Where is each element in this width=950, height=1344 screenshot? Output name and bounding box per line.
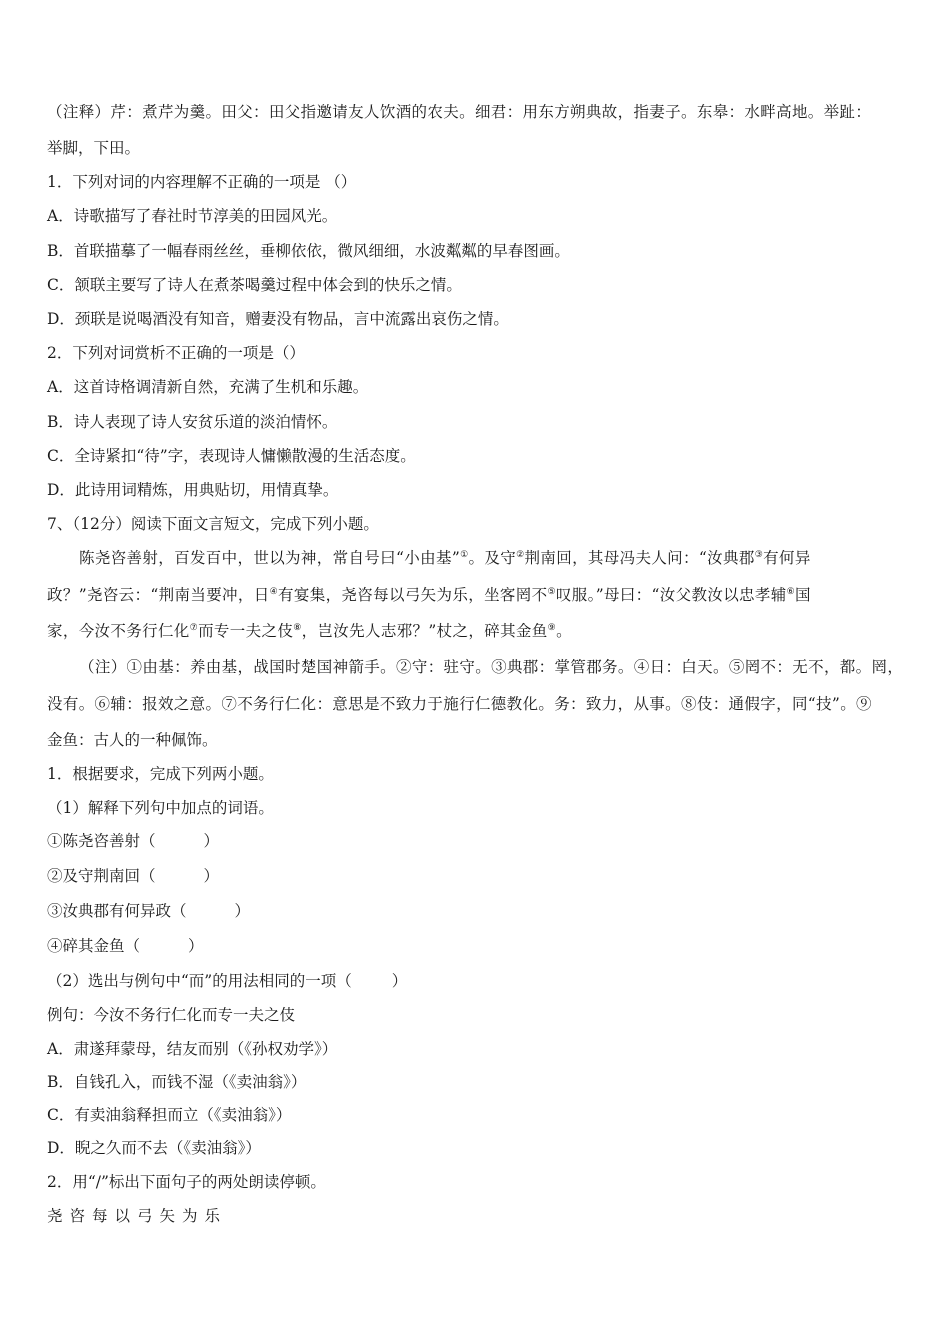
choice-a: A．肃遂拜蒙母，结友而别（《孙权劝学》） [47, 1040, 338, 1058]
close-paren: ） [234, 902, 251, 920]
footnote-mark: ⑤ [547, 587, 556, 597]
passage-text: 有宴集，尧咨每以弓矢为乐，坐客罔不 [278, 586, 548, 604]
passage-line-1 [79, 547, 949, 569]
passage-line-3 [47, 620, 917, 642]
question-2-option-d: D．此诗用词精炼，用典贴切，用情真挚。 [47, 481, 339, 499]
question-7-heading: 7、（12分）阅读下面文言短文，完成下列小题。 [47, 515, 379, 533]
pause-sentence: 尧咨每以弓矢为乐 [47, 1207, 228, 1225]
subquestion-2: 2．用“/”标出下面句子的两处朗读停顿。 [47, 1173, 326, 1191]
annotation-line-2: 举脚，下田。 [47, 139, 141, 157]
example-sentence: 例句：今汝不务行仁化而专一夫之伎 [47, 1006, 296, 1024]
word-item-3 [47, 900, 917, 922]
passage-text: 家，今汝不务行仁化 [47, 622, 190, 640]
footnote-mark: ⑧ [293, 623, 302, 633]
subquestion-1-part-1: （1）解释下列句中加点的词语。 [47, 799, 274, 817]
part-2-text: （2）选出与例句中“而”的用法相同的一项（ [47, 972, 352, 990]
passage-line-2 [47, 584, 917, 606]
close-paren: ） [391, 972, 408, 990]
annotation-line-1: （注释）芹：煮芹为羹。田父：田父指邀请友人饮酒的农夫。细君：用东方朔典故，指妻子。东皋：水畔高地。举趾： [47, 103, 872, 121]
passage-text: 国 [795, 586, 811, 604]
question-1-option-c: C．颔联主要写了诗人在煮茶喝羹过程中体会到的快乐之情。 [47, 276, 462, 294]
choice-c: C．有卖油翁释担而立（《卖油翁》） [47, 1106, 292, 1124]
subquestion-1-part-2 [47, 970, 917, 992]
question-2-option-a: A．这首诗格调清新自然，充满了生机和乐趣。 [47, 378, 369, 396]
passage-text: 。 [556, 622, 572, 640]
word-item-text: ①陈尧咨善射（ [47, 832, 156, 850]
passage-text: 叹服。”母曰：“汝父教汝以忠孝辅 [555, 586, 787, 604]
word-item-2 [47, 865, 917, 887]
question-1-option-d: D．颈联是说喝酒没有知音，赠妻没有物品，言中流露出哀伤之情。 [47, 310, 509, 328]
word-item-text: ③汝典郡有何异政（ [47, 902, 187, 920]
passage-text: 。及守 [468, 549, 517, 567]
footnote-mark: ① [460, 550, 469, 560]
note-line-2: 没有。⑥辅：报效之意。⑦不务行仁化：意思是不致力于施行仁德教化。务：致力，从事。⑧伎：通假字，同“技”。⑨ [47, 695, 872, 713]
footnote-mark: ⑨ [547, 623, 557, 633]
question-2: 2．下列对词赏析不正确的一项是（） [47, 344, 305, 362]
footnote-mark: ⑦ [189, 623, 199, 633]
close-paren: ） [188, 937, 204, 955]
choice-b: B．自钱孔入，而钱不湿（《卖油翁》） [47, 1073, 307, 1091]
subquestion-1: 1．根据要求，完成下列两小题。 [47, 765, 274, 783]
passage-text: 而专一夫之伎 [198, 622, 294, 640]
word-item-text: ②及守荆南回（ [47, 867, 156, 885]
question-2-option-c: C．全诗紧扣“待”字，表现诗人慵懒散漫的生活态度。 [47, 447, 416, 465]
word-item-4 [47, 935, 917, 957]
note-line-1: （注）①由基：养由基，战国时楚国神箭手。②守：驻守。③典郡：掌管郡务。④日：白天。⑤罔不：无不，都。罔， [79, 658, 904, 676]
word-item-text: ④碎其金鱼（ [47, 937, 141, 955]
passage-text: 陈尧咨善射，百发百中，世以为神，常自号曰“小由基” [79, 549, 461, 567]
passage-text: ，岂汝先人志邪？”杖之，碎其金鱼 [301, 622, 548, 640]
passage-text: 荆南回，其母冯夫人问：“汝典郡 [524, 549, 755, 567]
passage-text: 有何异 [763, 549, 811, 567]
footnote-mark: ④ [269, 587, 279, 597]
question-1-option-b: B．首联描摹了一幅春雨丝丝，垂柳依依，微风细细，水波粼粼的早春图画。 [47, 242, 570, 260]
choice-d: D．睨之久而不去（《卖油翁》） [47, 1139, 261, 1157]
footnote-mark: ③ [754, 550, 764, 560]
question-2-option-b: B．诗人表现了诗人安贫乐道的淡泊情怀。 [47, 413, 338, 431]
footnote-mark: ② [516, 550, 525, 560]
question-1: 1．下列对词的内容理解不正确的一项是 （） [47, 173, 357, 191]
footnote-mark: ⑥ [786, 587, 796, 597]
word-item-1 [47, 830, 917, 852]
passage-text: 政？”尧咨云：“荆南当要冲，日 [47, 586, 270, 604]
close-paren: ） [203, 867, 220, 885]
close-paren: ） [203, 832, 220, 850]
note-line-3: 金鱼：古人的一种佩饰。 [47, 731, 218, 749]
question-1-option-a: A．诗歌描写了春社时节淳美的田园风光。 [47, 207, 338, 225]
